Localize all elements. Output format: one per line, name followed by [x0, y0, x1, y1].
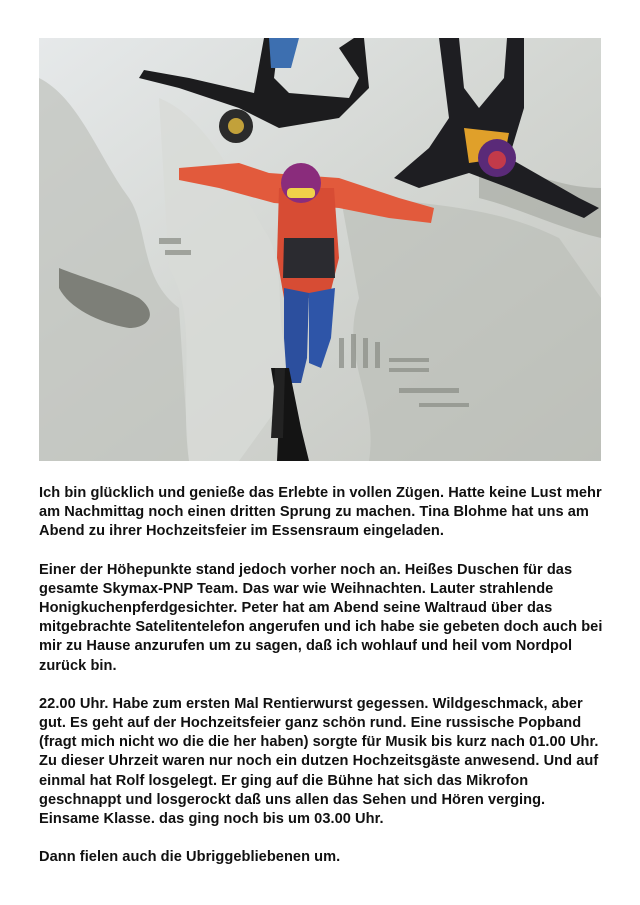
skydivers-photo	[39, 38, 601, 461]
article-text	[39, 484, 607, 867]
paragraph-2: Einer der Höhepunkte stand jedoch vorher noch an. Heißes Duschen für das gesamte Skymax-PNP Team. Das war wie Weihnachten. Lauter strahlende Honigkuchenpferdgesichter. Peter hat am Abend seine Waltraud über das mitgebrachte Satelitentelefon angerufen und ich habe sie gebeten doch auch bei mir zu Hause anzurufen um zu sagen, daß ich wohlauf und heil vom Nordpol zurück bin.	[39, 561, 603, 674]
paragraph-1: Ich bin glücklich und genieße das Erlebte in vollen Zügen. Hatte keine Lust mehr am Nachmittag noch einen dritten Sprung zu machen. Tina Blohme hat uns am Abend zu ihrer Hochzeitsfeier im Essensraum eingeladen.	[39, 485, 602, 540]
paragraph-4: Dann fielen auch die Ubriggebliebenen um.	[39, 849, 341, 866]
skydivers-illustration	[39, 38, 601, 461]
paragraph-3: 22.00 Uhr. Habe zum ersten Mal Rentierwurst gegessen. Wildgeschmack, aber gut. Es geht auf der Hochzeitsfeier ganz schön rund. Eine russische Popband (fragt mich nicht wo die die her haben) sorgte für Musik bis kurz nach 01.00 Uhr. Zu dieser Uhrzeit waren nur noch ein dutzen Hochzeitsgäste anwesend. Und auf einmal hat Rolf losgelegt. Er ging auf die Bühne hat sich das Mikrofon geschnappt und losgerockt daß uns allen das Sehen und Hören verging. Einsame Klasse. das ging noch bis um 03.00 Uhr.	[39, 695, 599, 828]
